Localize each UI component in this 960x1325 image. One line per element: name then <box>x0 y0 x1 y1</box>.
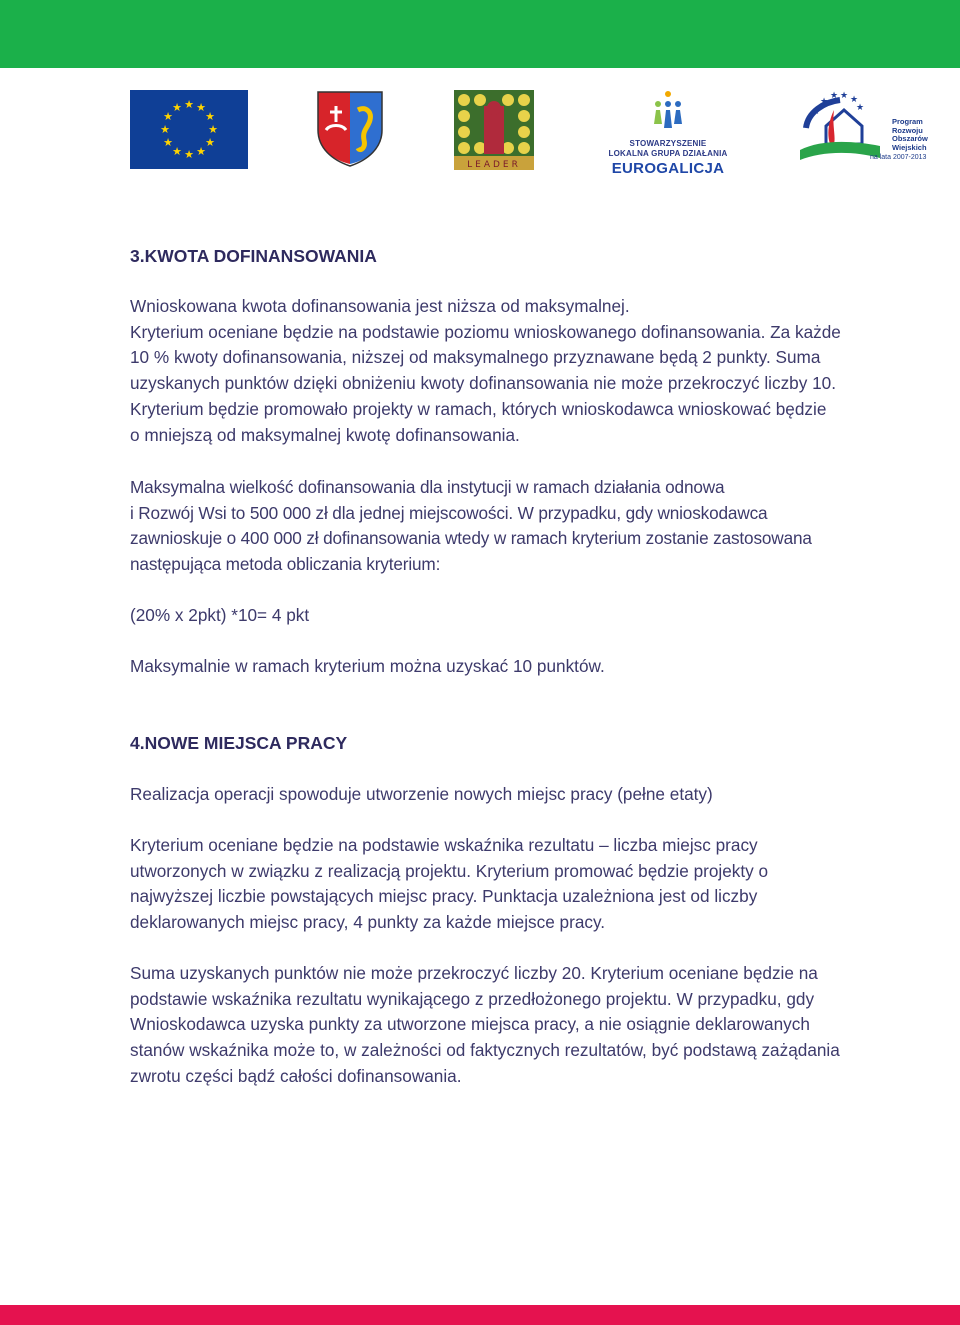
eurogalicja-logo <box>606 90 730 177</box>
prow-years: na lata 2007-2013 <box>870 154 927 161</box>
prow-logo <box>800 88 930 168</box>
paragraph-line: najwyższej liczbie powstających miejsc pracy. Punktacja uzależniona jest od liczby <box>130 886 758 907</box>
paragraph-line: Maksymalna wielkość dofinansowania dla instytucji w ramach działania odnowa <box>130 477 725 497</box>
svg-text:★: ★ <box>812 107 821 117</box>
svg-text:★: ★ <box>850 95 859 105</box>
svg-text:★: ★ <box>205 110 215 123</box>
section3-heading: 3.KWOTA DOFINANSOWANIA <box>130 246 377 266</box>
svg-text:★: ★ <box>172 101 182 114</box>
eurogalicja-line1: STOWARZYSZENIE <box>629 139 707 148</box>
bottom-color-bar <box>0 1305 960 1325</box>
svg-text:★: ★ <box>196 145 206 158</box>
prow-line1: Program <box>892 117 923 126</box>
paragraph-line: uzyskanych punktów dzięki obniżeniu kwoty dofinansowania nie może przekroczyć liczby 10. <box>130 373 836 394</box>
svg-text:★: ★ <box>196 101 206 114</box>
svg-text:★: ★ <box>172 145 182 158</box>
svg-text:★: ★ <box>820 97 829 107</box>
leader-logo-icon <box>454 90 534 170</box>
svg-text:★: ★ <box>856 103 865 113</box>
top-color-bar <box>0 0 960 68</box>
section4-paragraph-1: Realizacja operacji spowoduje utworzenie nowych miejsc pracy (pełne etaty) <box>130 784 713 804</box>
paragraph-line: Kryterium będzie promowało projekty w ramach, których wnioskodawca wnioskować będzie <box>130 398 827 419</box>
eu-flag-icon <box>130 90 248 169</box>
podkarpackie-coat-of-arms-icon <box>316 90 384 168</box>
svg-text:★: ★ <box>208 123 218 136</box>
svg-text:★: ★ <box>840 91 849 101</box>
prow-line3: Obszarów <box>892 134 928 143</box>
paragraph-line: zwrotu części bądź całości dofinansowania. <box>130 1065 462 1086</box>
svg-text:★: ★ <box>184 148 194 161</box>
svg-text:★: ★ <box>184 98 194 111</box>
section3-max-points: Maksymalnie w ramach kryterium można uzyskać 10 punktów. <box>130 656 605 676</box>
paragraph-line: następująca metoda obliczania kryterium: <box>130 554 441 575</box>
paragraph-line: Wnioskowana kwota dofinansowania jest niższa od maksymalnej. <box>130 296 630 316</box>
eurogalicja-name: EUROGALICJA <box>611 160 725 177</box>
section4-heading: 4.NOWE MIEJSCA PRACY <box>130 733 348 753</box>
eurogalicja-figures-icon <box>648 90 688 134</box>
leader-text: LEADER <box>467 160 521 170</box>
paragraph-line: 10 % kwoty dofinansowania, niższej od maksymalnego przyznawane będą 2 punkty. Suma <box>130 347 821 368</box>
section4-paragraph-3 <box>130 961 930 1090</box>
section3-formula: (20% x 2pkt) *10= 4 pkt <box>130 605 310 625</box>
paragraph-line: deklarowanych miejsc pracy, 4 punkty za każde miejsce pracy. <box>130 912 606 933</box>
prow-line4: Wiejskich <box>892 142 927 152</box>
prow-line2: Rozwoju <box>892 125 923 135</box>
svg-text:★: ★ <box>830 91 839 101</box>
paragraph-line: o mniejszą od maksymalnej kwotę dofinansowania. <box>130 424 520 445</box>
paragraph-line: Kryterium oceniane będzie na podstawie poziomu wnioskowanego dofinansowania. Za każde <box>130 321 841 342</box>
svg-text:★: ★ <box>160 123 170 136</box>
svg-text:★: ★ <box>163 110 173 123</box>
paragraph-line: utworzonych w związku z realizacją projektu. Kryterium promować będzie projekty o <box>130 860 769 881</box>
svg-text:★: ★ <box>205 136 215 149</box>
section3-paragraph-2 <box>130 475 930 578</box>
paragraph-line: podstawie wskaźnika rezultatu wynikającego z przedłożonego projektu. W przypadku, gdy <box>130 988 815 1009</box>
paragraph-line: Suma uzyskanych punktów nie może przekroczyć liczby 20. Kryterium oceniane będzie na <box>130 963 818 983</box>
paragraph-line: stanów wskaźnika może to, w zależności od faktycznych rezultatów, być podstawą zażądania <box>130 1040 840 1061</box>
eurogalicja-line2: LOKALNA GRUPA DZIAŁANIA <box>608 149 728 158</box>
paragraph-line: Wnioskodawca uzyska punkty za utworzone miejsca pracy, a nie osiągnie deklarowanych <box>130 1014 810 1035</box>
paragraph-line: Kryterium oceniane będzie na podstawie wskaźnika rezultatu – liczba miejsc pracy <box>130 835 758 855</box>
svg-text:★: ★ <box>163 136 173 149</box>
prow-text <box>892 118 928 152</box>
section4-paragraph-2 <box>130 833 930 936</box>
paragraph-line: zawnioskuje o 400 000 zł dofinansowania wtedy w ramach kryterium zostanie zastosowana <box>130 528 812 549</box>
section3-paragraph-1 <box>130 294 930 448</box>
paragraph-line: i Rozwój Wsi to 500 000 zł dla jednej miejscowości. W przypadku, gdy wnioskodawca <box>130 502 768 523</box>
